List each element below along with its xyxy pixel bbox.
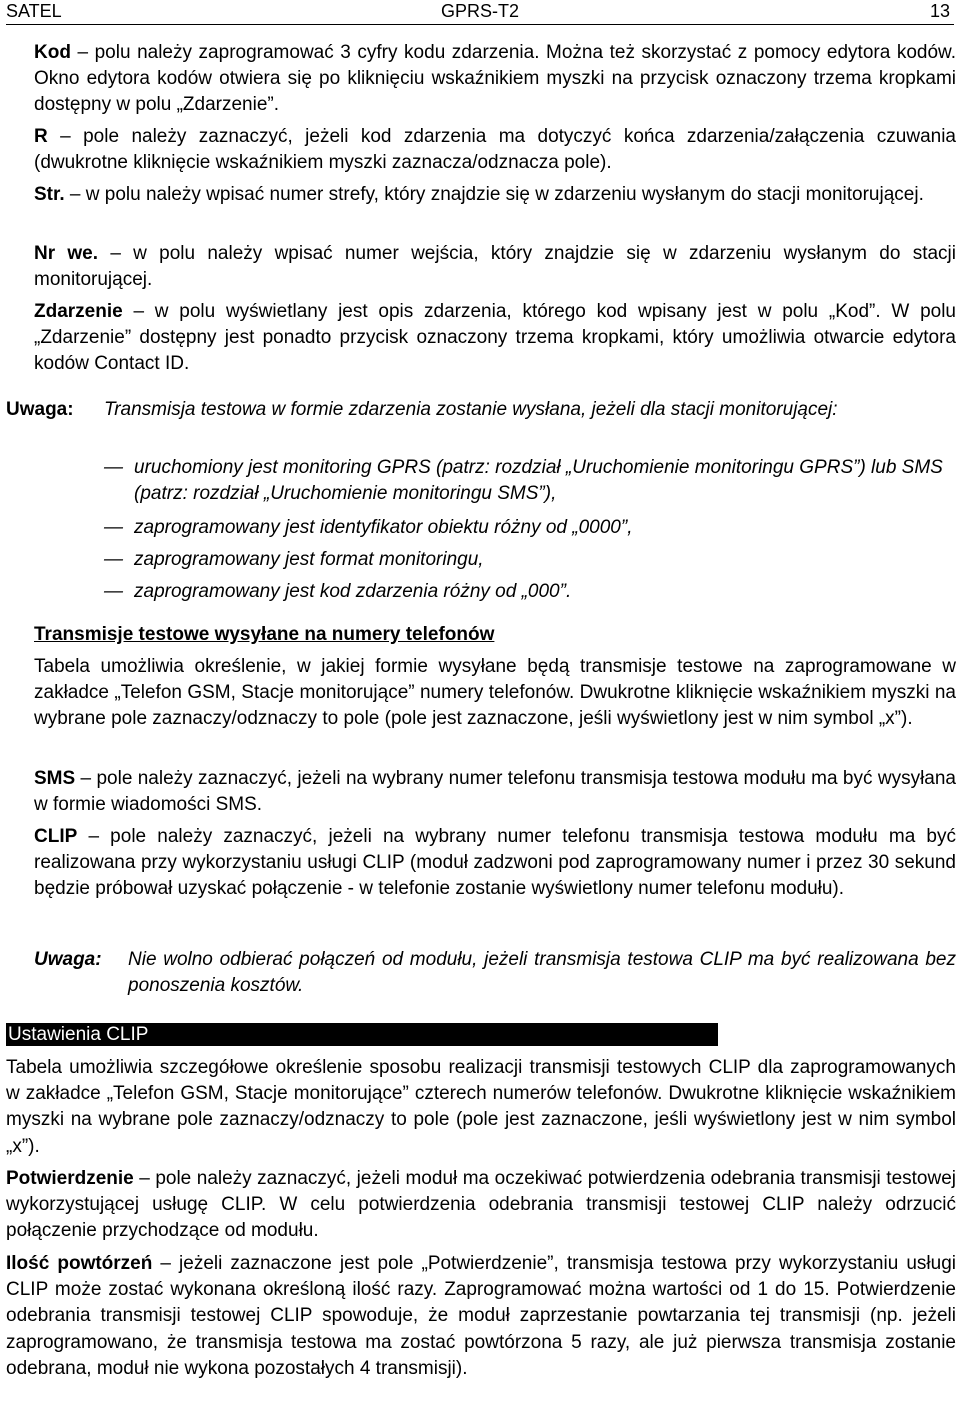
definition-potwierdzenie [6, 1166, 956, 1245]
note2-label [34, 947, 129, 973]
definition-nr-we-text: – w polu należy wpisać numer wejścia, który znajdzie się w zdarzeniu wysłanym do stacji monitorującej. [34, 243, 956, 291]
definition-zdarzenie-text: – w polu wyświetlany jest opis zdarzenia, którego kod wpisany jest w polu „Kod”. W polu „Zdarzenie” dostępny jest ponadto przycisk oznaczony trzema kropkami, który umożliwia otwarcie edytora kodów Contact ID. [34, 301, 956, 375]
definition-sms [34, 766, 956, 818]
note1-label [6, 397, 101, 423]
definition-zdarzenie [34, 299, 956, 378]
definition-ilosc-powtorzen [6, 1251, 956, 1382]
term-r: R [34, 126, 48, 147]
dash-bullet: — [104, 549, 123, 570]
section-title: Transmisje testowe wysyłane na numery telefonów [34, 624, 495, 645]
term-clip: CLIP [34, 826, 78, 847]
section2-intro: Tabela umożliwia szczegółowe określenie sposobu realizacji transmisji testowych CLIP dla zaprogramowanych w zakładce „Telefon GSM, Stacje monitorujące” czterech numerów telefonów. Dwukrotne kliknięcie wskaźnikiem myszki na wybrane pole zaznaczy/odznaczy to pole (pole jest zaznaczone, jeśli wyświetlony jest w nim symbol „x”). [6, 1057, 956, 1157]
definition-clip [34, 824, 956, 903]
term-sms: SMS [34, 768, 76, 789]
definition-ilosc-powtorzen-text: – jeżeli zaznaczone jest pole „Potwierdzenie”, transmisja testowa przy wykorzystaniu usługi CLIP może zostać wykonana określoną ilość razy. Zaprogramować można wartości od 1 do 15. Potwierdzenie odebrania transmisji testowej CLIP spowoduje, że moduł zaprzestanie powtarzania tej transmisji (np. jeżeli zaprogramowano, że transmisja testowa ma zostać powtórzona 5 razy, ale już pierwsza transmisja zostanie odebrana, moduł nie wykona pozostałych 4 transmisji). [6, 1253, 956, 1379]
note2-label-text: Uwaga: [34, 949, 102, 970]
note1-label-text: Uwaga: [6, 399, 74, 420]
note1-item-text: zaprogramowany jest format monitoringu, [134, 549, 484, 570]
term-zdarzenie: Zdarzenie [34, 301, 123, 322]
term-potwierdzenie: Potwierdzenie [6, 1168, 134, 1189]
dash-bullet: — [104, 457, 123, 478]
term-ilosc-powtorzen: Ilość powtórzeń [6, 1253, 153, 1274]
definition-str [34, 182, 956, 208]
term-str: Str. [34, 184, 65, 205]
page-number: 13 [929, 1, 950, 21]
definition-str-text: – w polu należy wpisać numer strefy, który znajdzie się w zdarzeniu wysłanym do stacji monitorującej. [64, 184, 924, 205]
section-heading-bar: Ustawienia CLIP [6, 1023, 718, 1046]
definition-r-text: – pole należy zaznaczyć, jeżeli kod zdarzenia ma dotyczyć końca zdarzenia/załączenia czuwania (dwukrotne kliknięcie wskaźnikiem myszki zaznacza/odznacza pole). [34, 126, 956, 174]
definition-kod-text: – polu należy zaprogramować 3 cyfry kodu zdarzenia. Można też skorzystać z pomocy edytora kodów. Okno edytora kodów otwiera się po kliknięciu wskaźnikiem myszki na przycisk oznaczony trzema kropkami dostępny w polu „Zdarzenie”. [34, 42, 956, 116]
definition-sms-text: – pole należy zaznaczyć, jeżeli na wybrany numer telefonu transmisja testowa modułu ma być wysyłana w formie wiadomości SMS. [34, 768, 956, 816]
note1-item-text: zaprogramowany jest identyfikator obiektu różny od „0000”, [134, 517, 633, 538]
definition-nr-we [34, 241, 956, 293]
definition-clip-text: – pole należy zaznaczyć, jeżeli na wybrany numer telefonu transmisja testowa modułu ma być realizowana przy wykorzystaniu usługi CLIP (moduł zadzwoni pod zaprogramowany numer i przez 30 sekund będzie próbował uzyskać połączenie - w telefonie zostanie wyświetlony numer telefonu modułu). [34, 826, 956, 900]
header-brand: SATEL [6, 1, 62, 21]
term-nr-we: Nr we. [34, 243, 99, 264]
section1-intro: Tabela umożliwia określenie, w jakiej formie wysyłane będą transmisje testowe na zaprogramowane w zakładce „Telefon GSM, Stacje monitorujące” numery telefonów. Dwukrotne kliknięcie wskaźnikiem myszki na wybrane pole zaznaczy/odznaczy to pole (pole jest zaznaczone, jeśli wyświetlony jest w nim symbol „x”). [34, 656, 956, 730]
header-product: GPRS-T2 [440, 1, 519, 21]
definition-r [34, 124, 956, 176]
note1-text: Transmisja testowa w formie zdarzenia zostanie wysłana, jeżeli dla stacji monitorującej: [104, 399, 838, 420]
note2-text: Nie wolno odbierać połączeń od modułu, jeżeli transmisja testowa CLIP ma być realizowana bez ponoszenia kosztów. [128, 949, 956, 997]
note1-item-text: uruchomiony jest monitoring GPRS (patrz: rozdział „Uruchomienie monitoringu GPRS”) lub SMS (patrz: rozdział „Uruchomienie monitoringu SMS”), [134, 457, 943, 505]
term-kod: Kod [34, 42, 71, 63]
dash-bullet: — [104, 517, 123, 538]
note1-item-text: zaprogramowany jest kod zdarzenia różny od „000”. [134, 581, 572, 602]
definition-potwierdzenie-text: – pole należy zaznaczyć, jeżeli moduł ma oczekiwać potwierdzenia odebrania transmisji testowej wykorzystującej usługę CLIP. W celu potwierdzenia odebrania transmisji testowej CLIP należy odrzucić połączenie przychodzące od modułu. [6, 1168, 956, 1242]
page-header [6, 0, 954, 25]
dash-bullet: — [104, 581, 123, 602]
definition-kod [34, 40, 956, 119]
